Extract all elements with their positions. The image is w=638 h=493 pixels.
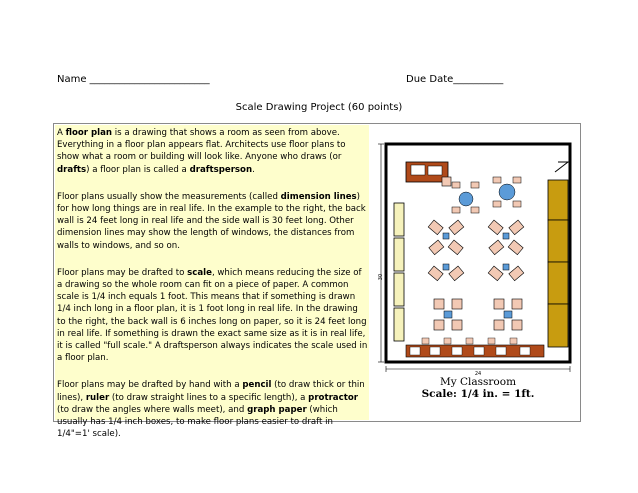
classroom-floor-plan (372, 127, 580, 419)
text-run: A (57, 128, 66, 138)
plan-caption-title: My Classroom (439, 376, 517, 388)
text-run: ) a floor plan is called a (86, 164, 190, 175)
key-term: pencil (242, 380, 272, 391)
due-date-field-label: Due Date__________ (406, 74, 504, 85)
back-dimension-label: 24 (474, 371, 482, 377)
text-run: Floor plans usually show the measurements (called (57, 191, 281, 202)
key-term: scale (187, 267, 212, 278)
text-run: Floor plans may be drafted to (57, 267, 188, 278)
name-field-label: Name ________________________ (57, 74, 210, 85)
key-term: ruler (85, 392, 110, 403)
teacher-chair (442, 177, 451, 186)
text-run: , which means reducing the size of a drawing so the whole room can fit on a piece of paper. A common scale is 1/4 inch equals 1 foot. This means that if something is drawn 1/4 inch long in a floor plan, it is 1 foot long in real life. In the drawing to the right, the back wall is 6 inches long on paper, so it is 24 feet long in real life. If something is drawn the exact same size as it is in real life, it is called "full scale." A draftsperson always indicates the scale used in a floor plan. (57, 267, 368, 364)
explanation-text-box (55, 125, 369, 440)
text-run: ) for how long things are in real life. In the example to the right, the back wall is 24 feet long in real life and the side wall is 30 feet long. Other dimension lines may show the length of windows, the distances from walls to windows, and so on. (57, 191, 366, 251)
text-run: (to draw thick or thin lines), (57, 380, 365, 403)
plan-caption-scale: Scale: 1/4 in. = 1ft. (421, 388, 535, 400)
side-dimension-line (378, 144, 384, 362)
text-run: (to draw the angles where walls meet), and (57, 404, 248, 415)
key-term: floor plan (65, 128, 113, 138)
text-run: (which usually has 1/4 inch boxes, to make floor plans easier to draft in 1/4"=1' scale). (57, 404, 338, 440)
project-title: Scale Drawing Project (60 points) (235, 102, 403, 113)
key-term: draftsperson (189, 164, 253, 175)
text-run: . (252, 164, 255, 175)
text-run: is a drawing that shows a room as seen from above. Everything in a floor plan appears flat. Architects use floor plans to show what a room or building will look like. Anyone who draws (or (57, 128, 346, 163)
text-run: Floor plans may be drafted by hand with a (57, 380, 243, 391)
bookshelves (548, 180, 568, 347)
key-term: protractor (308, 392, 358, 403)
key-term: drafts (57, 164, 87, 175)
paragraph-scale (55, 265, 369, 365)
paragraph-floor-plan (55, 125, 369, 176)
side-dimension-label: 30 (378, 273, 384, 281)
paragraph-dimension-lines (55, 189, 369, 252)
key-term: dimension lines (280, 191, 357, 202)
key-term: graph paper (247, 404, 307, 415)
text-run: (to draw straight lines to a specific length), a (109, 392, 309, 403)
paragraph-drafting-tools (55, 377, 369, 440)
